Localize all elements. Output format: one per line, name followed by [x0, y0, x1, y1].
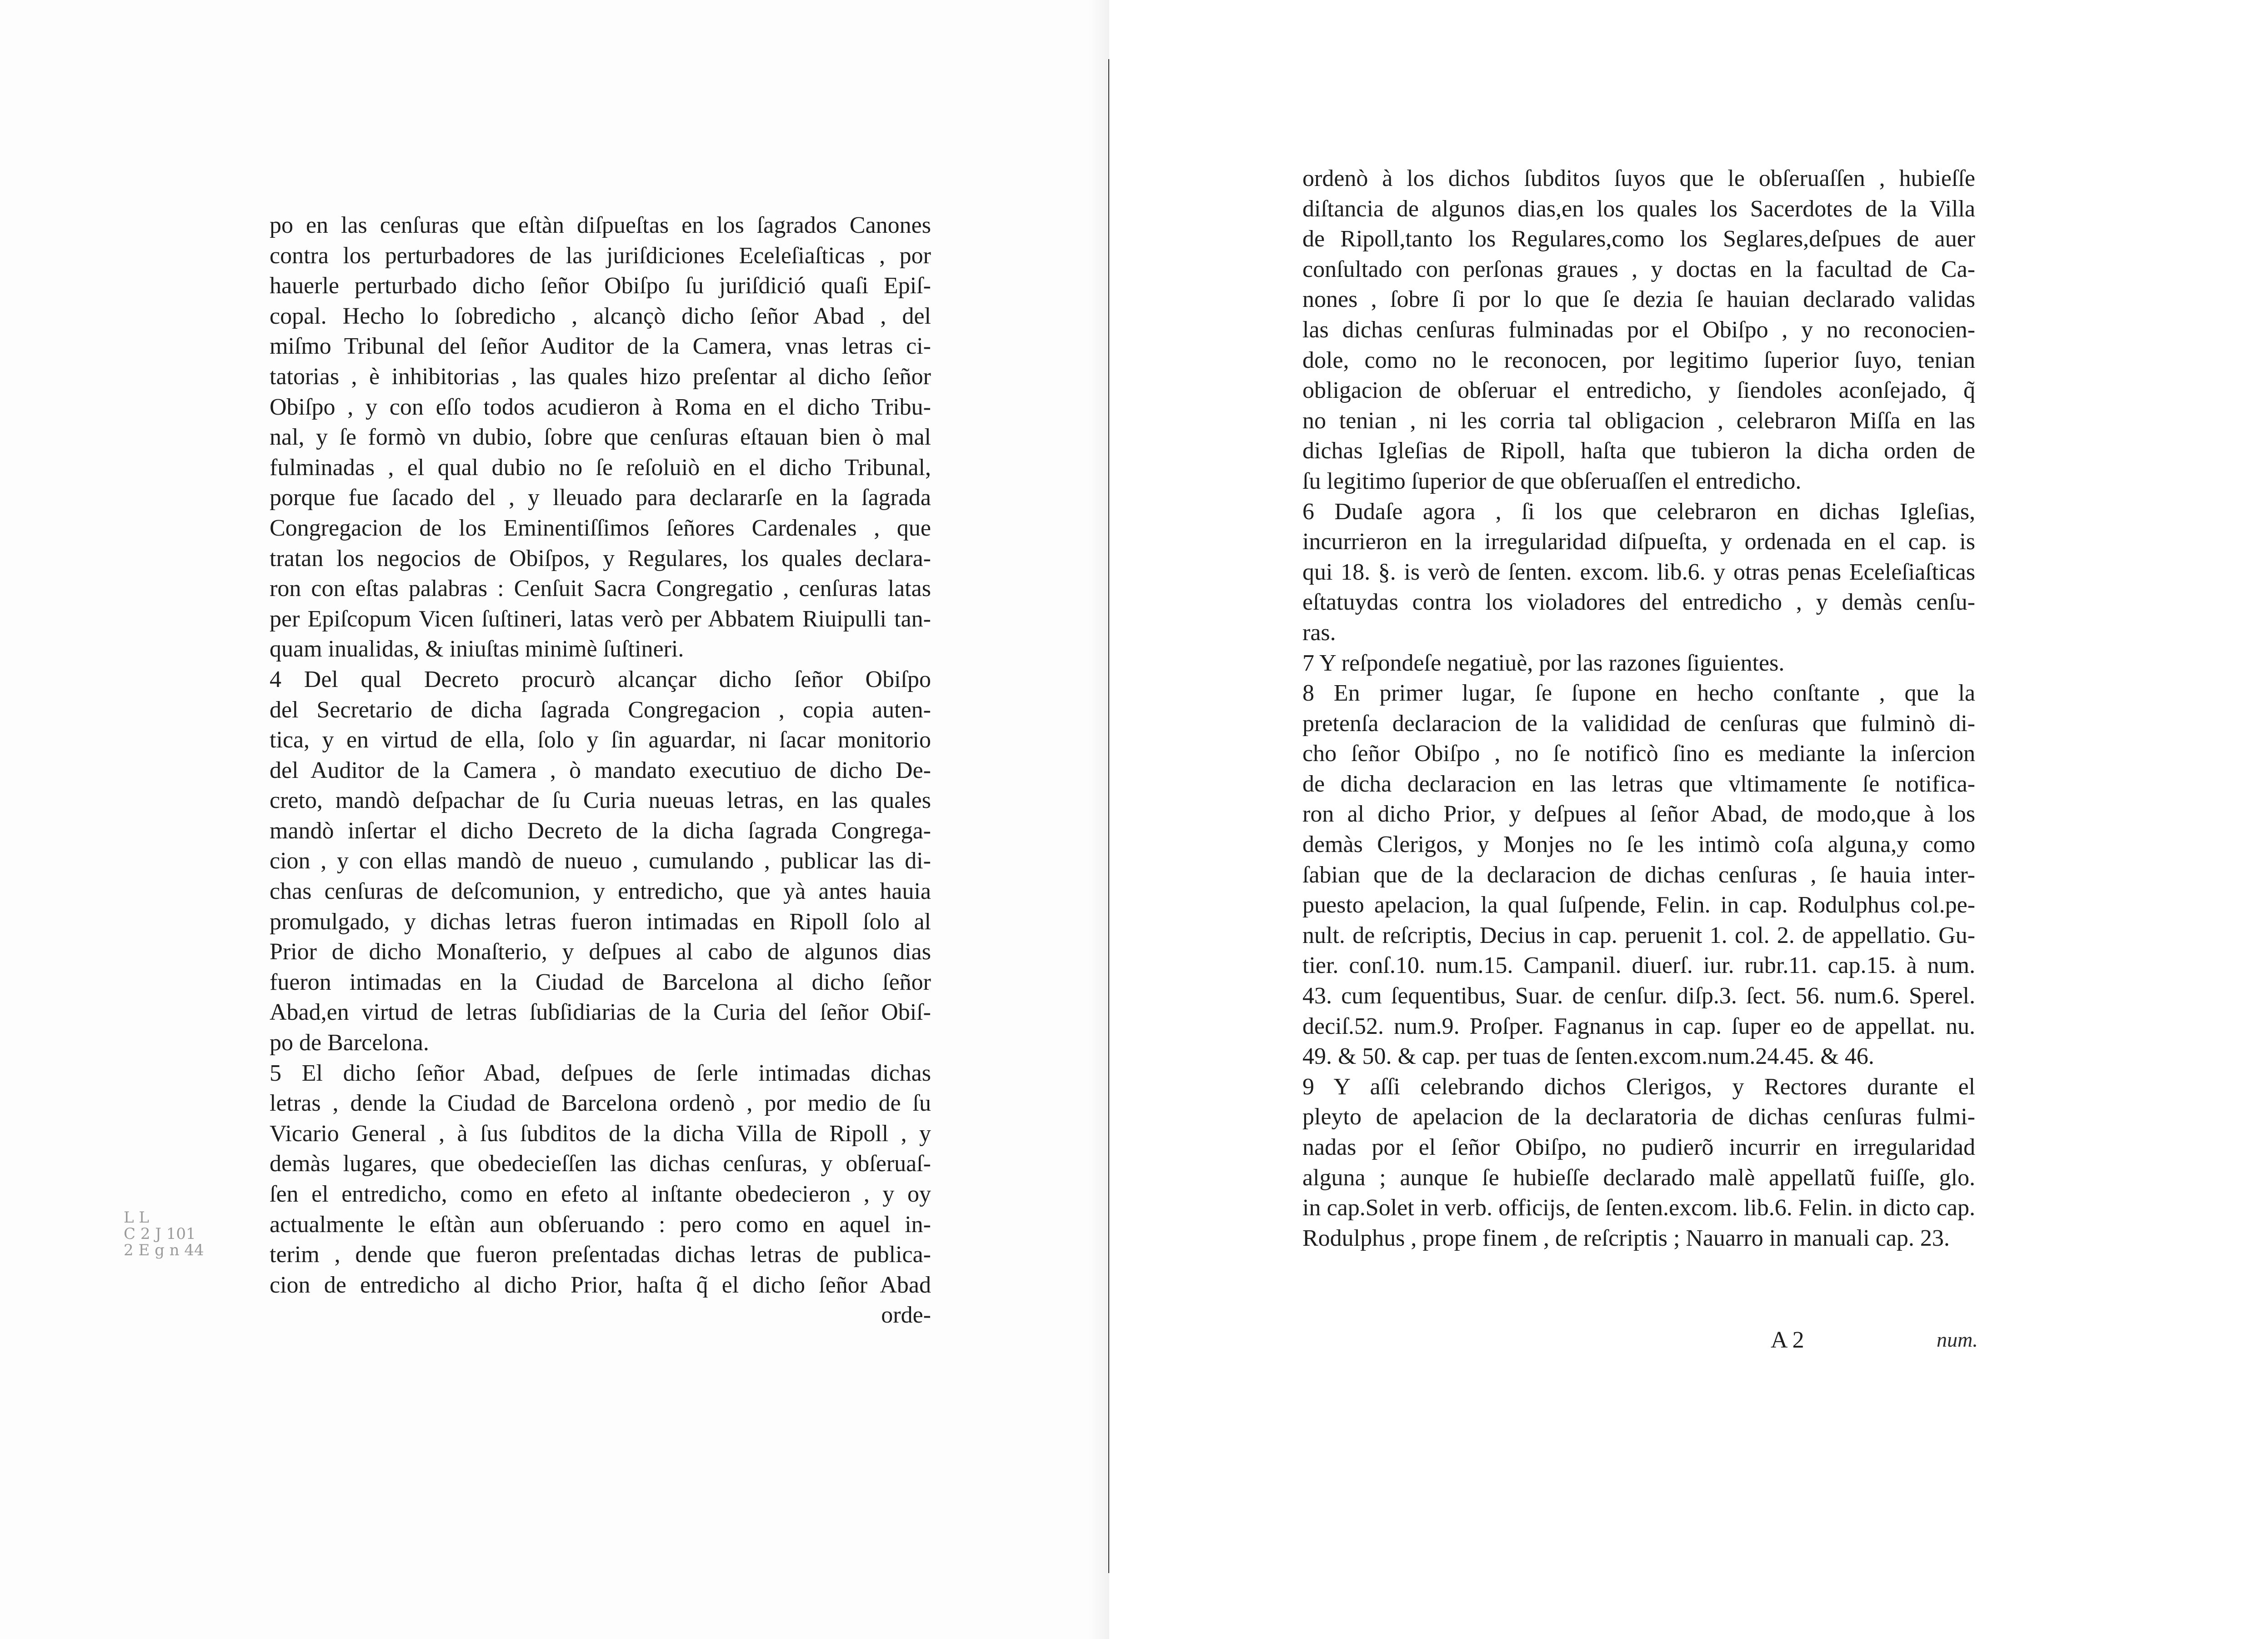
right-line: pleyto de apelacion de la declaratoria de dichas cenſuras fulmi- [1302, 1104, 1975, 1130]
left-line: copal. Hecho lo ſobredicho , alcançò dicho ſeñor Abad , del [270, 303, 931, 329]
left-line: del Secretario de dicha ſagrada Congregacion , copia auten- [270, 697, 931, 723]
catchword: num. [1937, 1328, 1978, 1351]
right-line: in cap.Solet in verb. officijs, de ſenten.excom. lib.6. Felin. in dicto cap. [1302, 1195, 1975, 1221]
left-line: tratan los negocios de Obiſpos, y Regulares, los quales declara- [270, 545, 931, 571]
right-line: 8 En primer lugar, ſe ſupone en hecho conſtante , que la [1302, 680, 1975, 707]
right-line: 49. & 50. & cap. per tuas de ſenten.excom.num.24.45. & 46. [1302, 1043, 1874, 1070]
left-line: contra los perturbadores de las juriſdiciones Eceleſiaſticas , por [270, 242, 931, 269]
right-line: 6 Dudaſe agora , ſi los que celebraron en dichas Igleſias, [1302, 498, 1975, 525]
right-line: ron al dicho Prior, y deſpues al ſeñor Abad, de modo,que à los [1302, 801, 1975, 827]
right-line: puesto apelacion, la qual ſuſpende, Felin. in cap. Rodulphus col.pe- [1302, 892, 1975, 918]
left-line: po en las cenſuras que eſtàn diſpueſtas en los ſagrados Canones [270, 212, 931, 238]
marginal-note [124, 1209, 204, 1258]
right-line: dole, como no le reconocen, por legitimo ſuperior ſuyo, tenian [1302, 347, 1975, 373]
gutter-shadow [1089, 0, 1111, 1639]
left-line: tatorias , è inhibitorias , las quales hizo preſentar al dicho ſeñor [270, 363, 931, 390]
right-text-column [1302, 164, 1975, 1253]
left-line: miſmo Tribunal del ſeñor Auditor de la Camera, vnas letras ci- [270, 333, 931, 360]
left-line: demàs lugares, que obedecieſſen las dichas cenſuras, y obſeruaſ- [270, 1151, 931, 1177]
right-line: obligacion de obſeruar el entredicho, y ſiendoles aconſejado, q̃ [1302, 377, 1975, 404]
left-line: mandò inſertar el dicho Decreto de la dicha ſagrada Congrega- [270, 817, 931, 844]
left-line: chas cenſuras de deſcomunion, y entredicho, que yà antes hauia [270, 878, 931, 905]
right-line: Rodulphus , prope finem , de reſcriptis ; Nauarro in manuali cap. 23. [1302, 1225, 1950, 1251]
right-line: 43. cum ſequentibus, Suar. de cenſur. diſp.3. ſect. 56. num.6. Sperel. [1302, 983, 1975, 1009]
left-page [0, 0, 1109, 1639]
right-line: de dicha declaracion en las letras que vltimamente ſe notifica- [1302, 771, 1975, 797]
right-line: nones , ſobre ſi por lo que ſe dezia ſe hauian declarado validas [1302, 286, 1975, 313]
left-line: promulgado, y dichas letras fueron intimadas en Ripoll ſolo al [270, 908, 931, 935]
right-line: tier. conſ.10. num.15. Campanil. diuerſ. iur. rubr.11. cap.15. à num. [1302, 952, 1975, 979]
signature-mark: A 2 [1771, 1327, 1804, 1353]
left-line: po de Barcelona. [270, 1030, 429, 1056]
left-line: ron con eſtas palabras : Cenſuit Sacra Congregatio , cenſuras latas [270, 576, 931, 602]
right-line: eſtatuydas contra los violadores del entredicho , y demàs cenſu- [1302, 589, 1975, 616]
right-line: no tenian , ni les corria tal obligacion , celebraron Miſſa en las [1302, 407, 1975, 434]
right-line: nadas por el ſeñor Obiſpo, no pudierõ incurrir en irregularidad [1302, 1134, 1975, 1160]
left-line: terim , dende que fueron preſentadas dichas letras de publica- [270, 1242, 931, 1268]
right-line: las dichas cenſuras fulminadas por el Obiſpo , y no reconocien- [1302, 316, 1975, 343]
right-page [1109, 0, 2268, 1639]
left-line: del Auditor de la Camera , ò mandato executiuo de dicho De- [270, 757, 931, 783]
left-line: 5 El dicho ſeñor Abad, deſpues de ſerle intimadas dichas [270, 1060, 931, 1086]
marginal-note-line: L L [124, 1208, 149, 1227]
right-line: incurrieron en la irregularidad diſpueſta, y ordenada en el cap. is [1302, 529, 1975, 555]
right-line: 9 Y aſſi celebrando dichos Clerigos, y Rectores durante el [1302, 1073, 1975, 1100]
marginal-note-line: C 2 J 101 [124, 1225, 196, 1243]
right-line: deciſ.52. num.9. Proſper. Fagnanus in cap. ſuper eo de appellat. nu. [1302, 1013, 1975, 1039]
left-line: Prior de dicho Monaſterio, y deſpues al cabo de algunos dias [270, 939, 931, 965]
right-line: alguna ; aunque ſe hubieſſe declarado malè appellatũ fuiſſe, glo. [1302, 1164, 1975, 1191]
left-line: letras , dende la Ciudad de Barcelona ordenò , por medio de ſu [270, 1090, 931, 1117]
left-line: fulminadas , el qual dubio no ſe reſoluiò en el dicho Tribunal, [270, 454, 931, 481]
left-text-column [270, 211, 931, 1331]
right-line: nult. de reſcriptis, Decius in cap. peruenit 1. col. 2. de appellatio. Gu- [1302, 922, 1975, 948]
left-line: actualmente le eſtàn aun obſeruando : pero como en aquel in- [270, 1211, 931, 1238]
left-line: porque fue ſacado del , y lleuado para declararſe en la ſagrada [270, 485, 931, 511]
left-line: Obiſpo , y con eſſo todos acudieron à Roma en el dicho Tribu- [270, 394, 931, 420]
left-line: Congregacion de los Eminentiſſimos ſeñores Cardenales , que [270, 515, 931, 541]
left-line: Abad,en virtud de letras ſubſidiarias de la Curia del ſeñor Obiſ- [270, 999, 931, 1026]
left-line: tica, y en virtud de ella, ſolo y ſin aguardar, ni ſacar monitorio [270, 727, 931, 753]
left-line: quam inualidas, & iniuſtas minimè ſuſtineri. [270, 636, 684, 662]
marginal-note-line: 2 E g n 44 [124, 1241, 204, 1259]
left-line: Vicario General , à ſus ſubditos de la dicha Villa de Ripoll , y [270, 1120, 931, 1147]
right-line: ras. [1302, 619, 1336, 646]
right-line: 7 Y reſpondeſe negatiuè, por las razones ſiguientes. [1302, 650, 1785, 676]
left-line: cion , y con ellas mandò de nueuo , cumulando , publicar las di- [270, 848, 931, 874]
left-line: creto, mandò deſpachar de ſu Curia nueuas letras, en las quales [270, 787, 931, 814]
right-line: ſabian que de la declaracion de dichas cenſuras , ſe hauia inter- [1302, 862, 1975, 888]
left-line: 4 Del qual Decreto procurò alcançar dicho ſeñor Obiſpo [270, 666, 931, 692]
left-line: per Epiſcopum Vicen ſuſtineri, latas verò per Abbatem Riuipulli tan- [270, 606, 931, 632]
right-line: ordenò à los dichos ſubditos ſuyos que le obſeruaſſen , hubieſſe [1302, 165, 1975, 191]
left-line: ſen el entredicho, como en efeto al inſtante obedecieron , y oy [270, 1181, 931, 1207]
right-line: conſultado con perſonas graues , y doctas en la facultad de Ca- [1302, 256, 1975, 282]
right-line: cho ſeñor Obiſpo , no ſe notificò ſino es mediante la inſercion [1302, 741, 1975, 767]
right-line: ſu legitimo ſuperior de que obſeruaſſen el entredicho. [1302, 468, 1802, 494]
right-line: pretenſa declaracion de la valididad de cenſuras que fulminò di- [1302, 710, 1975, 737]
right-line: de Ripoll,tanto los Regulares,como los Seglares,deſpues de auer [1302, 226, 1975, 252]
right-line: qui 18. §. is verò de ſenten. excom. lib.6. y otras penas Eceleſiaſticas [1302, 559, 1975, 585]
left-line: hauerle perturbado dicho ſeñor Obiſpo ſu juriſdició quaſi Epiſ- [270, 273, 931, 299]
left-line: fueron intimadas en la Ciudad de Barcelona al dicho ſeñor [270, 969, 931, 995]
right-line: dichas Igleſias de Ripoll, haſta que tubieron la dicha orden de [1302, 438, 1975, 464]
right-line: diſtancia de algunos dias,en los quales los Sacerdotes de la Villa [1302, 195, 1975, 222]
left-line: nal, y ſe formò vn dubio, ſobre que cenſuras eſtauan bien ò mal [270, 424, 931, 451]
left-line: cion de entredicho al dicho Prior, haſta q̃ el dicho ſeñor Abad [270, 1272, 931, 1298]
left-line: orde- [881, 1302, 931, 1328]
right-line: demàs Clerigos, y Monjes no ſe les intimò coſa alguna,y como [1302, 832, 1975, 858]
